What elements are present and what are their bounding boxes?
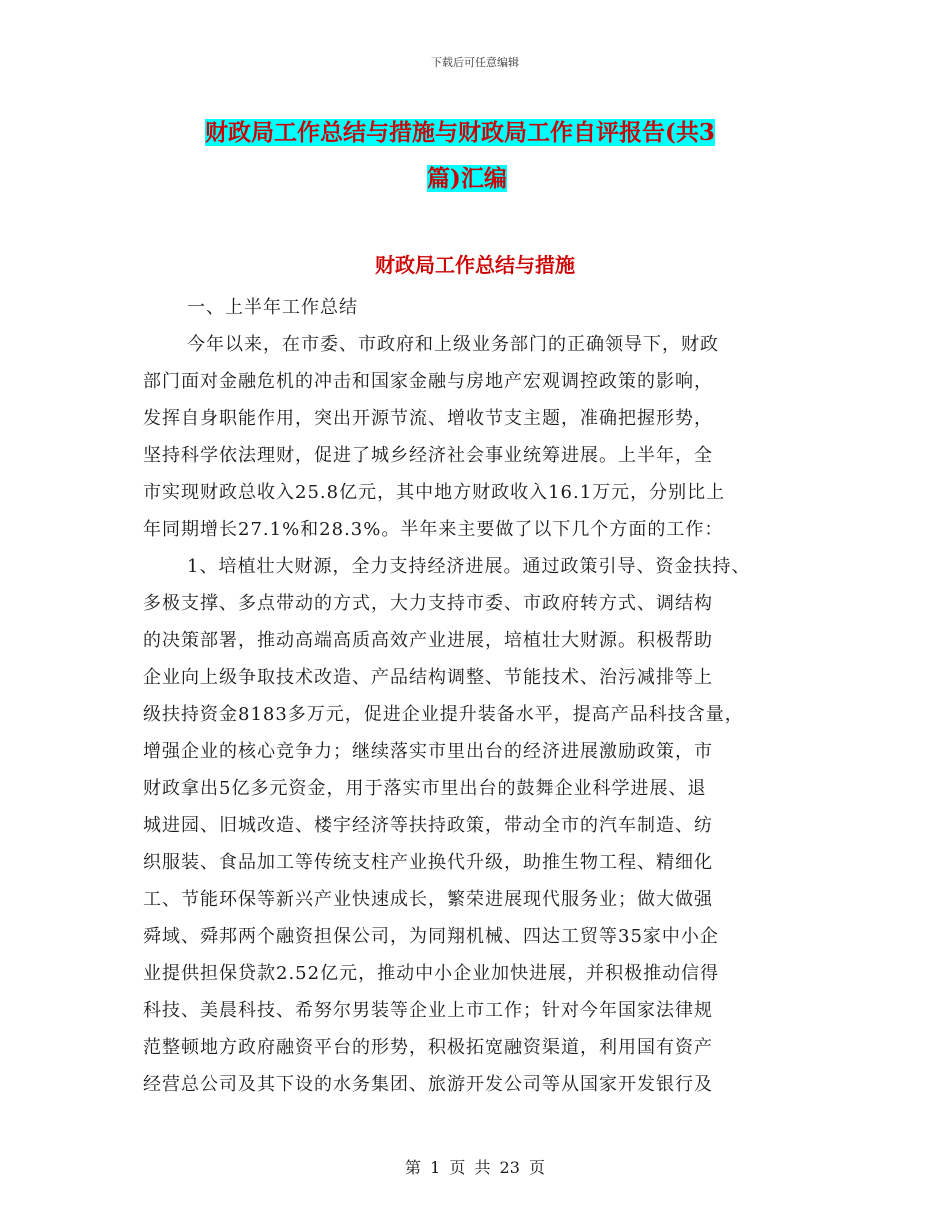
paragraph-line: 企业向上级争取技术改造、产品结构调整、节能技术、治污减排等上 xyxy=(143,667,713,688)
paragraph-line: 市实现财政总收入25.8亿元，其中地方财政收入16.1万元，分别比上 xyxy=(143,482,726,503)
paragraph-line: 年同期增长27.1%和28.3%。半年来主要做了以下几个方面的工作： xyxy=(143,519,724,540)
paragraph-line: 范整顿地方政府融资平台的形势，积极拓宽融资渠道，利用国有资产 xyxy=(143,1037,713,1058)
paragraph-line: 工、节能环保等新兴产业快速成长，繁荣进展现代服务业；做大做强 xyxy=(143,889,713,910)
paragraph-line: 增强企业的核心竞争力；继续落实市里出台的经济进展激励政策，市 xyxy=(143,741,713,762)
page-footer: 第 1 页 共 23 页 xyxy=(405,1158,545,1177)
paragraph-line: 今年以来，在市委、市政府和上级业务部门的正确领导下，财政 xyxy=(187,334,719,355)
heading-first-half-summary: 一、上半年工作总结 xyxy=(187,297,358,318)
header-note: 下载后可任意编辑 xyxy=(431,56,519,69)
paragraph-line: 1、培植壮大财源，全力支持经济进展。通过政策引导、资金扶持、 xyxy=(187,556,751,577)
document-title-line-1: 财政局工作总结与措施与财政局工作自评报告(共3 xyxy=(205,119,715,146)
paragraph-line: 多极支撑、多点带动的方式，大力支持市委、市政府转方式、调结构 xyxy=(143,593,713,614)
paragraph-line: 经营总公司及其下设的水务集团、旅游开发公司等从国家开发银行及 xyxy=(143,1074,713,1095)
paragraph-line: 城进园、旧城改造、楼宇经济等扶持政策，带动全市的汽车制造、纺 xyxy=(143,815,713,836)
paragraph-line: 业提供担保贷款2.52亿元，推动中小企业加快进展，并积极推动信得 xyxy=(143,963,720,984)
paragraph-line: 织服装、食品加工等传统支柱产业换代升级，助推生物工程、精细化 xyxy=(143,852,713,873)
paragraph-line: 级扶持资金8183多万元，促进企业提升装备水平，提高产品科技含量， xyxy=(143,704,744,725)
paragraph-line: 科技、美晨科技、希努尔男装等企业上市工作；针对今年国家法律规 xyxy=(143,1000,713,1021)
document-title-line-2: 篇)汇编 xyxy=(427,165,507,192)
paragraph-line: 的决策部署，推动高端高质高效产业进展，培植壮大财源。积极帮助 xyxy=(143,630,713,651)
paragraph-line: 发挥自身职能作用，突出开源节流、增收节支主题，准确把握形势， xyxy=(143,408,713,429)
document-body xyxy=(143,289,833,1103)
section-title: 财政局工作总结与措施 xyxy=(375,253,575,277)
paragraph-line: 舜域、舜邦两个融资担保公司，为同翔机械、四达工贸等35家中小企 xyxy=(143,926,719,947)
paragraph-line: 部门面对金融危机的冲击和国家金融与房地产宏观调控政策的影响， xyxy=(143,371,713,392)
paragraph-line: 财政拿出5亿多元资金，用于落实市里出台的鼓舞企业科学进展、退 xyxy=(143,778,707,799)
document-title xyxy=(205,110,805,202)
paragraph-line: 坚持科学依法理财，促进了城乡经济社会事业统筹进展。上半年，全 xyxy=(143,445,713,466)
